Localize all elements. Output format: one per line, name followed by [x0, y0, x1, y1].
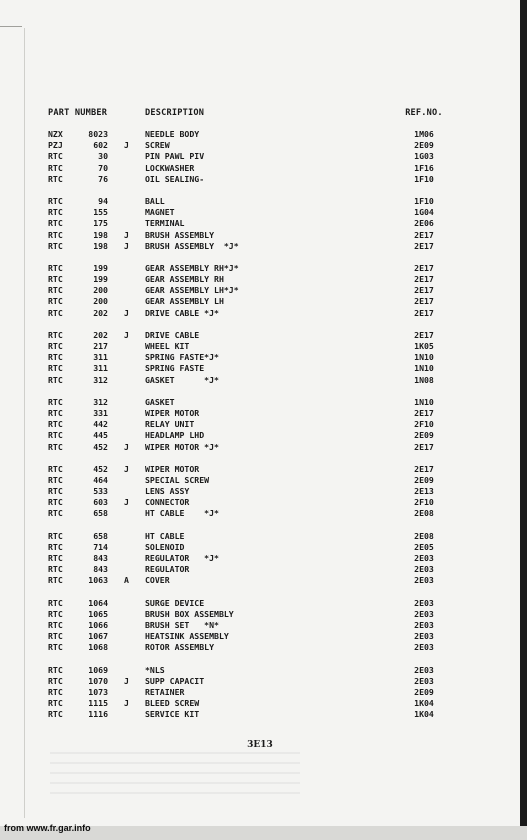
- part-prefix: RTC: [48, 575, 63, 586]
- part-description: *NLS: [145, 664, 165, 675]
- part-number: 533: [93, 486, 108, 497]
- part-prefix: RTC: [48, 608, 63, 619]
- part-number: 658: [93, 530, 108, 541]
- part-flag: [108, 263, 145, 274]
- part-number: 602: [93, 140, 108, 151]
- part-number: 155: [93, 207, 108, 218]
- part-number: 1064: [88, 597, 108, 608]
- footer-strip: [0, 823, 527, 840]
- table-row: [48, 609, 448, 620]
- part-description: COVER: [145, 575, 170, 586]
- table-row: [48, 676, 448, 687]
- part-flag: J: [124, 675, 129, 686]
- part-flag: [108, 687, 145, 698]
- part-ref: 1K05: [414, 341, 434, 351]
- part-flag: A: [124, 575, 129, 586]
- table-row: [48, 285, 448, 296]
- part-flag: [108, 163, 145, 174]
- part-prefix: RTC: [48, 530, 63, 541]
- table-row: [48, 341, 448, 352]
- part-flag: [108, 174, 145, 185]
- part-prefix: RTC: [48, 195, 63, 206]
- part-flag: [108, 375, 145, 386]
- part-prefix: RTC: [48, 329, 63, 340]
- part-flag: [108, 531, 145, 542]
- part-prefix: RTC: [48, 374, 63, 385]
- part-description: HEATSINK ASSEMBLY: [145, 631, 229, 642]
- part-description: MAGNET: [145, 207, 175, 218]
- table-row: [48, 408, 448, 419]
- table-row: [48, 620, 448, 631]
- table-row: [48, 687, 448, 698]
- part-prefix: RTC: [48, 541, 63, 552]
- table-row: [48, 308, 448, 319]
- part-ref: 2E17: [414, 441, 434, 452]
- part-number: 1063: [88, 575, 108, 586]
- part-flag: J: [124, 698, 129, 709]
- part-number: 1073: [88, 686, 108, 697]
- part-description: CONNECTOR: [145, 497, 190, 508]
- part-prefix: RTC: [48, 352, 63, 363]
- part-ref: 1F16: [414, 162, 434, 173]
- top-rule: [0, 26, 22, 27]
- part-flag: [108, 218, 145, 229]
- part-prefix: RTC: [48, 508, 63, 519]
- table-row: [48, 174, 448, 185]
- part-prefix: RTC: [48, 240, 63, 251]
- table-row: [48, 352, 448, 363]
- part-number: 217: [93, 341, 108, 351]
- part-number: 1066: [88, 619, 108, 630]
- part-number: 199: [93, 262, 108, 273]
- part-description: RETAINER: [145, 686, 185, 697]
- table-row: [48, 698, 448, 709]
- part-flag: [108, 363, 145, 374]
- part-flag: [108, 609, 145, 620]
- part-number: 442: [93, 419, 108, 430]
- part-number: 202: [93, 329, 108, 340]
- part-description: LOCKWASHER: [145, 162, 195, 173]
- table-row: [48, 397, 448, 408]
- part-description: GASKET: [145, 396, 175, 407]
- table-row: [48, 129, 448, 140]
- header-ref-no: REF.NO.: [405, 108, 443, 118]
- part-ref: 2E03: [414, 553, 434, 563]
- part-prefix: RTC: [48, 709, 63, 720]
- part-ref: 1F10: [414, 195, 434, 206]
- table-row: [48, 542, 448, 553]
- part-prefix: RTC: [48, 407, 63, 418]
- table-row: [48, 575, 448, 586]
- part-ref: 2F10: [414, 419, 434, 430]
- part-number: 70: [98, 162, 108, 173]
- table-row: [48, 196, 448, 207]
- part-description: GEAR ASSEMBLY LH: [145, 296, 224, 307]
- parts-list: [48, 107, 448, 720]
- part-prefix: RTC: [48, 363, 63, 374]
- table-row: [48, 241, 448, 252]
- part-description: HEADLAMP LHD: [145, 430, 205, 441]
- part-number: 464: [93, 474, 108, 485]
- page-number: 3E13: [247, 740, 273, 750]
- part-prefix: RTC: [48, 296, 63, 307]
- part-description: SPRING FASTE*J*: [145, 352, 219, 363]
- part-number: 714: [93, 541, 108, 552]
- table-row: [48, 497, 448, 508]
- part-flag: [108, 620, 145, 631]
- parts-list-header: [48, 107, 448, 119]
- part-description: SUPP CAPACIT: [145, 675, 205, 686]
- part-description: HT CABLE: [145, 530, 185, 541]
- table-row: [48, 419, 448, 430]
- part-ref: 2E03: [414, 675, 434, 686]
- part-ref: 2E17: [414, 329, 434, 340]
- part-prefix: RTC: [48, 463, 63, 474]
- part-prefix: RTC: [48, 229, 63, 240]
- part-ref: 2E05: [414, 541, 434, 552]
- part-ref: 2E03: [414, 564, 434, 575]
- part-description: GEAR ASSEMBLY RH*J*: [145, 262, 239, 273]
- part-number: 76: [98, 173, 108, 184]
- part-ref: 2E03: [414, 597, 434, 608]
- part-description: REGULATOR: [145, 564, 190, 575]
- margin-rule: [24, 28, 25, 818]
- part-number: 1068: [88, 642, 108, 653]
- part-flag: [108, 274, 145, 285]
- table-row: [48, 531, 448, 542]
- table-row: [48, 330, 448, 341]
- part-flag: [108, 341, 145, 352]
- part-flag: [108, 642, 145, 653]
- part-number: 1069: [88, 664, 108, 675]
- part-flag: [108, 151, 145, 162]
- part-flag: J: [124, 441, 129, 452]
- part-prefix: RTC: [48, 664, 63, 675]
- part-description: RELAY UNIT: [145, 419, 195, 430]
- table-row: [48, 218, 448, 229]
- part-ref: 2E09: [414, 140, 434, 151]
- part-flag: [108, 352, 145, 363]
- part-number: 30: [98, 151, 108, 162]
- part-prefix: NZX: [48, 129, 63, 139]
- part-ref: 2E03: [414, 631, 434, 642]
- part-number: 200: [93, 296, 108, 307]
- part-description: SPRING FASTE: [145, 363, 205, 374]
- part-flag: [108, 207, 145, 218]
- part-number: 311: [93, 352, 108, 363]
- part-prefix: RTC: [48, 419, 63, 430]
- part-ref: 2E17: [414, 285, 434, 296]
- part-ref: 2E17: [414, 240, 434, 251]
- part-flag: [108, 196, 145, 207]
- table-row: [48, 642, 448, 653]
- part-ref: 2E17: [414, 262, 434, 273]
- part-ref: 2E09: [414, 430, 434, 441]
- part-number: 175: [93, 218, 108, 229]
- part-prefix: RTC: [48, 430, 63, 441]
- part-ref: 1N08: [414, 374, 434, 385]
- part-prefix: RTC: [48, 207, 63, 218]
- table-row: [48, 140, 448, 151]
- part-prefix: RTC: [48, 619, 63, 630]
- part-ref: 1F10: [414, 173, 434, 184]
- part-number: 843: [93, 564, 108, 575]
- table-row: [48, 263, 448, 274]
- part-description: GEAR ASSEMBLY LH*J*: [145, 285, 239, 296]
- part-flag: [108, 408, 145, 419]
- part-ref: 2E17: [414, 274, 434, 285]
- part-ref: 2E17: [414, 463, 434, 474]
- part-prefix: PZJ: [48, 140, 63, 151]
- part-ref: 1G04: [414, 207, 434, 218]
- part-number: 1116: [88, 709, 108, 720]
- part-ref: 1G03: [414, 151, 434, 162]
- part-description: DRIVE CABLE *J*: [145, 307, 219, 318]
- part-ref: 2E17: [414, 229, 434, 240]
- part-ref: 2E03: [414, 575, 434, 586]
- part-description: SCREW: [145, 140, 170, 151]
- part-ref: 1N10: [414, 352, 434, 363]
- part-prefix: RTC: [48, 631, 63, 642]
- part-prefix: RTC: [48, 497, 63, 508]
- group-gap: [48, 654, 448, 665]
- part-ref: 2F10: [414, 497, 434, 508]
- part-ref: 2E03: [414, 619, 434, 630]
- part-description: HT CABLE *J*: [145, 508, 219, 519]
- table-row: [48, 486, 448, 497]
- part-flag: [108, 285, 145, 296]
- part-description: WHEEL KIT: [145, 341, 190, 351]
- part-prefix: RTC: [48, 285, 63, 296]
- table-row: [48, 553, 448, 564]
- parts-rows: [48, 129, 448, 720]
- group-gap: [48, 319, 448, 330]
- part-description: WIPER MOTOR: [145, 463, 200, 474]
- part-description: SERVICE KIT: [145, 709, 200, 720]
- part-description: DRIVE CABLE: [145, 329, 200, 340]
- part-prefix: RTC: [48, 341, 63, 351]
- footer-text: from www.fr.gar.info: [4, 823, 91, 833]
- table-row: [48, 363, 448, 374]
- part-number: 200: [93, 285, 108, 296]
- table-row: [48, 631, 448, 642]
- part-description: WIPER MOTOR *J*: [145, 441, 219, 452]
- part-flag: [108, 508, 145, 519]
- part-description: TERMINAL: [145, 218, 185, 229]
- part-prefix: RTC: [48, 162, 63, 173]
- part-ref: 2E03: [414, 664, 434, 675]
- part-number: 452: [93, 441, 108, 452]
- part-number: 94: [98, 195, 108, 206]
- part-ref: 2E09: [414, 686, 434, 697]
- table-row: [48, 230, 448, 241]
- part-prefix: RTC: [48, 173, 63, 184]
- part-ref: 1N10: [414, 396, 434, 407]
- part-prefix: RTC: [48, 597, 63, 608]
- part-ref: 2E03: [414, 642, 434, 653]
- table-row: [48, 598, 448, 609]
- part-flag: [108, 631, 145, 642]
- header-part-number: PART NUMBER: [48, 108, 108, 118]
- part-description: SURGE DEVICE: [145, 597, 205, 608]
- bleed-through-text: [50, 752, 300, 797]
- part-flag: [108, 430, 145, 441]
- part-description: ROTOR ASSEMBLY: [145, 642, 215, 653]
- part-flag: [108, 598, 145, 609]
- part-description: BRUSH ASSEMBLY: [145, 229, 215, 240]
- part-number: 843: [93, 553, 108, 563]
- part-prefix: RTC: [48, 686, 63, 697]
- group-gap: [48, 520, 448, 531]
- part-prefix: RTC: [48, 675, 63, 686]
- part-flag: J: [124, 240, 129, 251]
- part-number: 312: [93, 396, 108, 407]
- table-row: [48, 375, 448, 386]
- part-flag: [108, 419, 145, 430]
- table-row: [48, 709, 448, 720]
- part-ref: 2E17: [414, 407, 434, 418]
- part-number: 658: [93, 508, 108, 519]
- part-flag: [108, 296, 145, 307]
- part-flag: [108, 129, 145, 140]
- table-row: [48, 564, 448, 575]
- table-row: [48, 151, 448, 162]
- part-flag: [108, 665, 145, 676]
- part-ref: 2E09: [414, 474, 434, 485]
- part-flag: [108, 542, 145, 553]
- table-row: [48, 296, 448, 307]
- table-row: [48, 163, 448, 174]
- group-gap: [48, 185, 448, 196]
- part-description: SPECIAL SCREW: [145, 474, 210, 485]
- part-number: 1067: [88, 631, 108, 642]
- part-description: BALL: [145, 195, 165, 206]
- part-prefix: RTC: [48, 553, 63, 563]
- part-ref: 1M06: [414, 129, 434, 139]
- part-description: BLEED SCREW: [145, 698, 200, 709]
- part-flag: [108, 486, 145, 497]
- part-flag: J: [124, 329, 129, 340]
- part-number: 312: [93, 374, 108, 385]
- part-flag: [108, 553, 145, 564]
- part-prefix: RTC: [48, 698, 63, 709]
- part-number: 311: [93, 363, 108, 374]
- part-number: 199: [93, 274, 108, 285]
- part-number: 452: [93, 463, 108, 474]
- group-gap: [48, 587, 448, 598]
- part-description: SOLENOID: [145, 541, 185, 552]
- part-ref: 2E03: [414, 608, 434, 619]
- part-number: 8023: [88, 129, 108, 139]
- part-description: LENS ASSY: [145, 486, 190, 497]
- part-ref: 1N10: [414, 363, 434, 374]
- part-prefix: RTC: [48, 441, 63, 452]
- part-number: 603: [93, 497, 108, 508]
- part-description: REGULATOR *J*: [145, 553, 219, 563]
- part-description: BRUSH ASSEMBLY *J*: [145, 240, 239, 251]
- part-number: 1070: [88, 675, 108, 686]
- group-gap: [48, 386, 448, 397]
- part-prefix: RTC: [48, 218, 63, 229]
- header-description: DESCRIPTION: [145, 108, 205, 118]
- part-ref: 2E08: [414, 530, 434, 541]
- part-prefix: RTC: [48, 151, 63, 162]
- table-row: [48, 430, 448, 441]
- part-description: BRUSH BOX ASSEMBLY: [145, 608, 234, 619]
- part-flag: [108, 709, 145, 720]
- part-ref: 2E13: [414, 486, 434, 497]
- part-flag: J: [124, 229, 129, 240]
- part-prefix: RTC: [48, 262, 63, 273]
- part-prefix: RTC: [48, 307, 63, 318]
- part-description: GASKET *J*: [145, 374, 219, 385]
- part-ref: 2E06: [414, 218, 434, 229]
- part-description: OIL SEALING-: [145, 173, 205, 184]
- part-prefix: RTC: [48, 274, 63, 285]
- part-ref: 2E08: [414, 508, 434, 519]
- part-prefix: RTC: [48, 564, 63, 575]
- part-prefix: RTC: [48, 486, 63, 497]
- part-prefix: RTC: [48, 474, 63, 485]
- table-row: [48, 464, 448, 475]
- table-row: [48, 665, 448, 676]
- part-flag: J: [124, 140, 129, 151]
- part-description: GEAR ASSEMBLY RH: [145, 274, 224, 285]
- part-description: WIPER MOTOR: [145, 407, 200, 418]
- part-flag: [108, 475, 145, 486]
- group-gap: [48, 252, 448, 263]
- table-row: [48, 274, 448, 285]
- part-number: 1115: [88, 698, 108, 709]
- part-ref: 2E17: [414, 307, 434, 318]
- group-gap: [48, 453, 448, 464]
- part-prefix: RTC: [48, 642, 63, 653]
- table-row: [48, 207, 448, 218]
- table-row: [48, 442, 448, 453]
- part-flag: J: [124, 307, 129, 318]
- part-number: 331: [93, 407, 108, 418]
- part-number: 1065: [88, 608, 108, 619]
- part-number: 202: [93, 307, 108, 318]
- part-flag: J: [124, 497, 129, 508]
- part-ref: 1K04: [414, 709, 434, 720]
- part-number: 445: [93, 430, 108, 441]
- part-flag: [108, 564, 145, 575]
- part-ref: 2E17: [414, 296, 434, 307]
- part-flag: J: [124, 463, 129, 474]
- table-row: [48, 508, 448, 519]
- part-prefix: RTC: [48, 396, 63, 407]
- part-description: PIN PAWL PIV: [145, 151, 205, 162]
- part-flag: [108, 397, 145, 408]
- part-number: 198: [93, 229, 108, 240]
- part-ref: 1K04: [414, 698, 434, 709]
- table-row: [48, 475, 448, 486]
- part-description: BRUSH SET *N*: [145, 619, 219, 630]
- part-number: 198: [93, 240, 108, 251]
- part-description: NEEDLE BODY: [145, 129, 200, 139]
